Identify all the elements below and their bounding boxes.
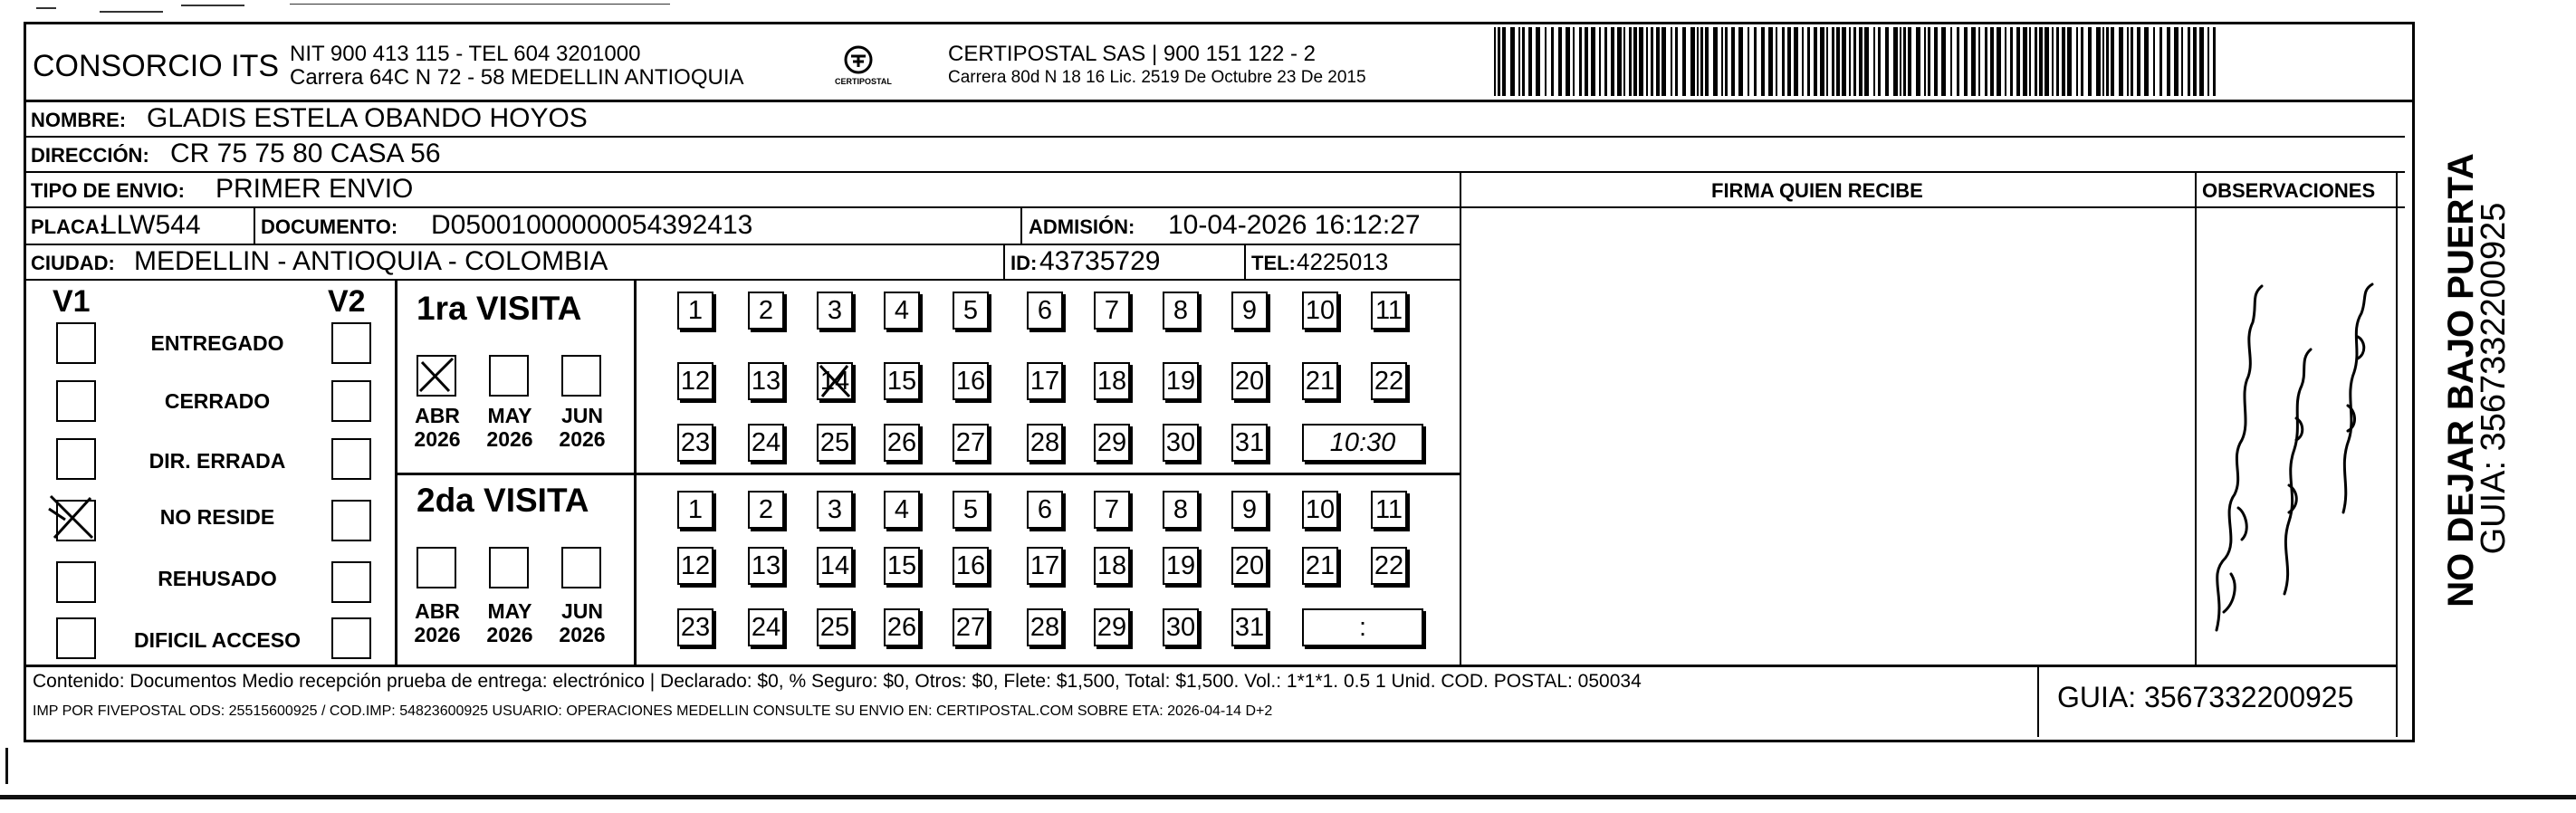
visit2-day-box[interactable]: 26 (884, 608, 920, 646)
visit-split (395, 473, 1460, 475)
courier-address: Carrera 80d N 18 16 Lic. 2519 De Octubre 23 De 2015 (948, 68, 1366, 87)
visit2-day-box[interactable]: 13 (748, 547, 784, 585)
visit1-day-box[interactable]: 25 (817, 424, 853, 462)
visit2-day-box[interactable]: 22 (1371, 547, 1407, 585)
visit1-day-box[interactable]: 8 (1163, 292, 1199, 330)
barcode-bar (1849, 27, 1851, 96)
barcode-bar (1585, 27, 1588, 96)
barcode-bar (1697, 27, 1699, 96)
barcode-bar (1908, 27, 1911, 96)
visit1-day-box[interactable]: 20 (1231, 362, 1268, 400)
visit2-day-box[interactable]: 6 (1027, 491, 1063, 529)
visit2-day-box[interactable]: 21 (1302, 547, 1338, 585)
barcode-bar (1604, 27, 1607, 96)
visit2-day-box[interactable]: 28 (1027, 608, 1063, 646)
status-option-label: DIR. ERRADA (148, 449, 286, 473)
barcode-bar (1761, 27, 1765, 96)
v1-checkbox[interactable] (56, 438, 96, 480)
visit1-day-box[interactable]: 11 (1371, 292, 1407, 330)
id-divider (1003, 244, 1005, 279)
visit1-day-box[interactable]: 5 (953, 292, 989, 330)
barcode-bar (1611, 27, 1614, 96)
barcode-bar (1731, 27, 1735, 96)
barcode-bar (1941, 27, 1946, 96)
visit1-day-box[interactable]: 18 (1094, 362, 1130, 400)
status-divider (395, 279, 397, 665)
barcode-bar (2174, 27, 2179, 96)
firma-divider (1460, 171, 1461, 665)
margin-mark (5, 748, 8, 784)
barcode-bar (2153, 27, 2155, 96)
visit1-day-box[interactable]: 30 (1163, 424, 1199, 462)
visit1-day-box[interactable]: 21 (1302, 362, 1338, 400)
visit2-day-box[interactable]: 7 (1094, 491, 1130, 529)
visit2-day-box[interactable]: 15 (884, 547, 920, 585)
barcode-bar (1494, 27, 1496, 96)
visit2-day-box[interactable]: 27 (953, 608, 989, 646)
visit1-day-box[interactable]: 6 (1027, 292, 1063, 330)
v2-checkbox[interactable] (331, 438, 371, 480)
header-rule (24, 100, 2412, 102)
barcode-bar (1794, 27, 1798, 96)
visit2-day-box[interactable]: 8 (1163, 491, 1199, 529)
visit2-day-box[interactable]: 1 (677, 491, 713, 529)
visit1-day-box[interactable]: 24 (748, 424, 784, 462)
barcode-bar (1675, 27, 1678, 96)
barcode-bar (2127, 27, 2129, 96)
visit1-day-box[interactable]: 22 (1371, 362, 1407, 400)
v1-checkbox[interactable] (56, 322, 96, 364)
barcode-bar (1656, 27, 1660, 96)
barcode-bar (1705, 27, 1709, 96)
v2-checkbox[interactable] (331, 500, 371, 541)
visit1-day-box[interactable]: 17 (1027, 362, 1063, 400)
barcode-bar (1873, 27, 1875, 96)
placa-value: LLW544 (101, 210, 201, 240)
visit1-title: 1ra VISITA (417, 290, 582, 327)
barcode-bar (2144, 27, 2149, 96)
tel-divider (1244, 244, 1246, 279)
barcode-bar (1591, 27, 1595, 96)
visit2-day-box[interactable]: 30 (1163, 608, 1199, 646)
barcode-bar (2076, 27, 2078, 96)
barcode-bar (1682, 27, 1686, 96)
visit2-day-box[interactable]: 4 (884, 491, 920, 529)
barcode-bar (1738, 27, 1743, 96)
direccion-value: CR 75 75 80 CASA 56 (170, 139, 441, 168)
barcode-bar (2111, 27, 2114, 96)
barcode-bar (1985, 27, 1987, 96)
top-scribble (100, 11, 163, 13)
visit1-day-box[interactable]: 31 (1231, 424, 1268, 462)
nit-line: NIT 900 413 115 - TEL 604 3201000 (290, 42, 641, 66)
barcode-bar (2167, 27, 2170, 96)
visit1-time-box[interactable]: 10:30 (1302, 424, 1423, 462)
placa-divider (254, 206, 255, 244)
visit2-day-box[interactable]: 19 (1163, 547, 1199, 585)
direccion-label: DIRECCIÓN: (31, 144, 149, 167)
visit1-month-label: ABR 2026 (414, 404, 461, 452)
visit2-day-box[interactable]: 10 (1302, 491, 1338, 529)
barcode-bar (2181, 27, 2183, 96)
barcode-bar (1814, 27, 1817, 96)
v2-checkbox[interactable] (331, 561, 371, 603)
barcode-bar (1617, 27, 1622, 96)
barcode-bar (1971, 27, 1976, 96)
barcode-bar (1545, 27, 1547, 96)
visit2-day-box[interactable]: 16 (953, 547, 989, 585)
barcode-bar (1528, 27, 1532, 96)
visit2-day-box[interactable]: 29 (1094, 608, 1130, 646)
barcode-bar (1820, 27, 1824, 96)
visit2-day-box[interactable]: 25 (817, 608, 853, 646)
top-scribble (290, 4, 670, 5)
visit1-day-box[interactable]: 19 (1163, 362, 1199, 400)
page-edge (0, 795, 2576, 799)
barcode-bar (1832, 27, 1834, 96)
barcode-bar (2159, 27, 2162, 96)
footer-rule (24, 665, 2398, 667)
barcode-bar (1522, 27, 1525, 96)
observaciones-header: OBSERVACIONES (2202, 179, 2376, 202)
barcode-bar (1623, 27, 1625, 96)
barcode-bar (1651, 27, 1653, 96)
visit2-day-box[interactable]: 9 (1231, 491, 1268, 529)
visit1-day-box[interactable]: 23 (677, 424, 713, 462)
visit1-day-box[interactable]: 7 (1094, 292, 1130, 330)
visit1-month-label: JUN 2026 (559, 404, 606, 452)
visit1-day-box[interactable]: 12 (677, 362, 713, 400)
footer-guia-divider (2037, 665, 2039, 737)
barcode-bar (2081, 27, 2083, 96)
documento-label: DOCUMENTO: (261, 215, 398, 238)
barcode-bar (1646, 27, 1648, 96)
barcode-bar (2039, 27, 2043, 96)
status-option-label: NO RESIDE (159, 505, 275, 529)
barcode-bar (1893, 27, 1898, 96)
barcode-bar (1579, 27, 1582, 96)
barcode-bar (2213, 27, 2216, 96)
row-rule (24, 171, 2405, 173)
barcode-bar (1964, 27, 1968, 96)
barcode-bar (1807, 27, 1810, 96)
nombre-label: NOMBRE: (31, 109, 127, 131)
barcode-bar (1599, 27, 1601, 96)
row-rule (24, 136, 2405, 138)
barcode-bar (2188, 27, 2190, 96)
v2-checkbox[interactable] (331, 380, 371, 422)
visit1-day-box[interactable]: 28 (1027, 424, 1063, 462)
visit2-day-box[interactable]: 12 (677, 547, 713, 585)
barcode-bar (1916, 27, 1920, 96)
barcode-bar (1802, 27, 1804, 96)
visit2-month-checkbox[interactable] (417, 547, 456, 588)
visit1-day-box[interactable]: 29 (1094, 424, 1130, 462)
barcode-bar (2035, 27, 2037, 96)
barcode-bar (1878, 27, 1881, 96)
barcode-bar (1768, 27, 1773, 96)
visit2-day-box[interactable]: 17 (1027, 547, 1063, 585)
visit2-day-box[interactable]: 2 (748, 491, 784, 529)
barcode-bar (2010, 27, 2013, 96)
barcode-bar (1978, 27, 1980, 96)
barcode-bar (1573, 27, 1575, 96)
barcode-bar (1518, 27, 1520, 96)
barcode-bar (1510, 27, 1515, 96)
guia-vertical: GUIA: 3567332200925 (2475, 202, 2513, 555)
barcode-bar (1950, 27, 1952, 96)
visit1-day-box[interactable]: 16 (953, 362, 989, 400)
company-address: Carrera 64C N 72 - 58 MEDELLIN ANTIOQUIA (290, 65, 744, 90)
barcode-bar (1924, 27, 1926, 96)
barcode (1494, 27, 2218, 96)
v2-checkbox[interactable] (331, 322, 371, 364)
no-dejar-vertical: NO DEJAR BAJO PUERTA (2441, 153, 2481, 607)
barcode-bar (1782, 27, 1785, 96)
barcode-bar (1661, 27, 1666, 96)
barcode-bar (1633, 27, 1637, 96)
placa-label: PLACA: (31, 215, 107, 238)
visit1-day-box[interactable]: 13 (748, 362, 784, 400)
status-option-label: REHUSADO (158, 567, 277, 590)
barcode-bar (1903, 27, 1906, 96)
visit2-day-box[interactable]: 20 (1231, 547, 1268, 585)
visit1-month-checkbox[interactable] (489, 355, 529, 397)
barcode-bar (1864, 27, 1869, 96)
v2-checkbox[interactable] (331, 617, 371, 659)
visit1-day-box[interactable]: 14 (817, 362, 853, 400)
barcode-bar (2062, 27, 2065, 96)
visit2-day-box[interactable]: 18 (1094, 547, 1130, 585)
id-label: ID: (1010, 252, 1038, 274)
barcode-bar (1690, 27, 1695, 96)
barcode-bar (1754, 27, 1757, 96)
tel-value: 4225013 (1297, 248, 1389, 275)
visit2-month-checkbox[interactable] (561, 547, 601, 588)
visit2-month-checkbox[interactable] (489, 547, 529, 588)
barcode-bar (2131, 27, 2133, 96)
barcode-bar (1853, 27, 1856, 96)
barcode-bar (2096, 27, 2101, 96)
barcode-bar (2023, 27, 2027, 96)
barcode-bar (1551, 27, 1554, 96)
v1-checkbox[interactable] (56, 617, 96, 659)
barcode-bar (1776, 27, 1777, 96)
barcode-bar (1957, 27, 1959, 96)
status-option-label: DIFICIL ACCESO (133, 628, 301, 652)
v1-checkbox[interactable] (56, 380, 96, 422)
barcode-bar (1558, 27, 1562, 96)
barcode-bar (2029, 27, 2031, 96)
admision-value: 10-04-2026 16:12:27 (1168, 210, 1421, 240)
visit-divider (634, 279, 637, 665)
right-edge (2396, 171, 2398, 737)
admision-label: ADMISIÓN: (1029, 215, 1135, 238)
barcode-bar (1859, 27, 1863, 96)
status-option-label: ENTREGADO (150, 331, 284, 355)
check-mark-icon (817, 362, 853, 400)
barcode-bar (1934, 27, 1938, 96)
visit1-day-box[interactable]: 27 (953, 424, 989, 462)
barcode-bar (1502, 27, 1506, 96)
v1-header: V1 (53, 284, 91, 319)
barcode-bar (1713, 27, 1718, 96)
barcode-bar (1990, 27, 1994, 96)
barcode-bar (1566, 27, 1570, 96)
barcode-bar (1997, 27, 2001, 96)
certipostal-logo-icon (831, 43, 886, 94)
visit2-title: 2da VISITA (417, 482, 589, 519)
barcode-bar (2193, 27, 2197, 96)
top-scribble (181, 5, 244, 6)
visit1-day-box[interactable]: 26 (884, 424, 920, 462)
barcode-bar (1498, 27, 1500, 96)
barcode-bar (2137, 27, 2140, 96)
visit2-time-box[interactable]: : (1302, 608, 1423, 646)
barcode-bar (1629, 27, 1632, 96)
barcode-bar (1639, 27, 1643, 96)
barcode-bar (1536, 27, 1540, 96)
barcode-bar (2016, 27, 2020, 96)
barcode-bar (2067, 27, 2072, 96)
nombre-value: GLADIS ESTELA OBANDO HOYOS (147, 103, 588, 133)
barcode-bar (1748, 27, 1749, 96)
column-head-rule (1460, 206, 2398, 208)
footer-guia: GUIA: 3567332200925 (2057, 681, 2354, 713)
id-value: 43735729 (1039, 246, 1161, 276)
certipostal-logo (831, 43, 892, 94)
v2-header: V2 (328, 284, 366, 319)
courier-line: CERTIPOSTAL SAS | 900 151 122 - 2 (948, 42, 1316, 66)
ciudad-value: MEDELLIN - ANTIOQUIA - COLOMBIA (134, 246, 608, 276)
ciudad-label: CIUDAD: (31, 252, 115, 274)
barcode-bar (2005, 27, 2006, 96)
top-scribble (36, 7, 56, 9)
barcode-bar (1885, 27, 1889, 96)
check-mark-icon (417, 355, 456, 395)
visit2-day-box[interactable]: 11 (1371, 491, 1407, 529)
visit2-day-box[interactable]: 3 (817, 491, 853, 529)
visit1-day-box[interactable]: 1 (677, 292, 713, 330)
visit2-day-box[interactable]: 5 (953, 491, 989, 529)
visit1-day-box[interactable]: 9 (1231, 292, 1268, 330)
visit2-day-box[interactable]: 31 (1231, 608, 1268, 646)
barcode-bar (2119, 27, 2123, 96)
barcode-bar (1725, 27, 1728, 96)
barcode-bar (1826, 27, 1828, 96)
barcode-bar (1842, 27, 1846, 96)
visit1-day-box[interactable]: 10 (1302, 292, 1338, 330)
visit1-month-checkbox[interactable] (417, 355, 456, 397)
barcode-bar (2052, 27, 2054, 96)
barcode-bar (1836, 27, 1840, 96)
row-rule (24, 279, 1460, 281)
v1-checkbox[interactable] (56, 561, 96, 603)
visit2-month-label: ABR 2026 (414, 599, 461, 647)
firma-header: FIRMA QUIEN RECIBE (1711, 179, 1923, 202)
visit1-day-box[interactable]: 4 (884, 292, 920, 330)
barcode-bar (1721, 27, 1723, 96)
imp-text: IMP POR FIVEPOSTAL ODS: 25515600925 / COD.IMP: 54823600925 USUARIO: OPERACIONES MEDELLIN CONSULTE SU ENVIO EN: CERTIPOSTAL.COM SOBRE ETA: 2026-04-14 D+2 (33, 703, 1273, 719)
contenido-text: Contenido: Documentos Medio recepción prueba de entrega: electrónico | Declarado: $0, % Seguro: $0, Otros: $0, Flete: $1,500, Total: $1,500. Vol.: 1*1*1. 0.5 1 Unid. COD. POSTAL: 050034 (33, 671, 1642, 692)
barcode-bar (1671, 27, 1672, 96)
v1-checkbox[interactable] (56, 500, 96, 541)
visit2-day-box[interactable]: 24 (748, 608, 784, 646)
logo-text: CERTIPOSTAL (835, 77, 892, 86)
visit1-day-box[interactable]: 15 (884, 362, 920, 400)
check-mark-icon (47, 493, 98, 543)
visit2-day-box[interactable]: 14 (817, 547, 853, 585)
visit2-day-box[interactable]: 23 (677, 608, 713, 646)
admision-divider (1020, 206, 1022, 244)
visit1-day-box[interactable]: 3 (817, 292, 853, 330)
barcode-bar (1928, 27, 1930, 96)
barcode-bar (2199, 27, 2204, 96)
status-option-label: CERRADO (164, 389, 271, 413)
barcode-bar (2045, 27, 2049, 96)
tel-label: TEL: (1251, 252, 1296, 274)
documento-value: D05001000000054392413 (431, 210, 753, 240)
visit1-month-checkbox[interactable] (561, 355, 601, 397)
barcode-bar (2088, 27, 2092, 96)
company-name: CONSORCIO ITS (33, 49, 280, 83)
visit1-day-box[interactable]: 2 (748, 292, 784, 330)
visit1-month-label: MAY 2026 (486, 404, 533, 452)
barcode-bar (2102, 27, 2104, 96)
barcode-bar (2207, 27, 2209, 96)
barcode-bar (1700, 27, 1703, 96)
barcode-bar (2106, 27, 2109, 96)
barcode-bar (1900, 27, 1901, 96)
barcode-bar (1787, 27, 1791, 96)
visit2-month-label: JUN 2026 (559, 599, 606, 647)
tipo-label: TIPO DE ENVIO: (31, 179, 185, 202)
barcode-bar (2056, 27, 2059, 96)
tipo-value: PRIMER ENVIO (215, 174, 414, 204)
visit2-month-label: MAY 2026 (486, 599, 533, 647)
observation-handwriting (2198, 214, 2392, 657)
obs-divider (2195, 171, 2197, 665)
